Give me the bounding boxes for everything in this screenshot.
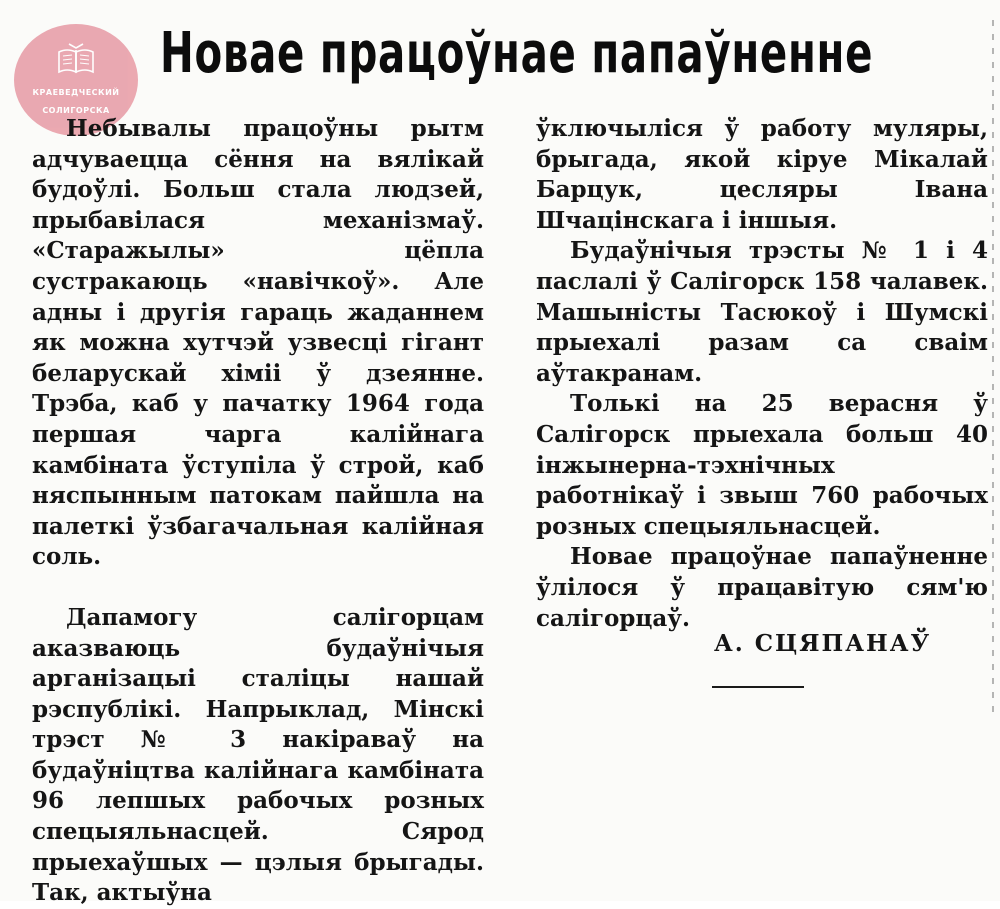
end-rule-divider (712, 686, 804, 688)
article-left-column (32, 114, 484, 909)
article-paragraph: Будаўнічыя трэсты № 1 і 4 паслалі ў Салігорск 158 чалавек. Машыністы Тасюкоў і Шумскі прыехалі разам са сваім аўтакранам. (536, 237, 988, 387)
logo-text-top: КРАЕВЕДЧЕСКИЙ (32, 88, 120, 97)
article-paragraph: Новае працоўнае папаўненне ўлілося ў працавітую сям'ю салігорцаў. (536, 543, 988, 632)
article-paragraph: ўключыліся ў работу муляры, брыгада, якой кіруе Мікалай Барцук, цесляры Івана Шчацінскага і іншыя. (536, 115, 988, 234)
article-headline: Новае працоўнае папаўненне (160, 21, 874, 86)
open-book-icon (57, 42, 95, 76)
article-paragraph: Дапамогу салігорцам аказваюць будаўнічыя арганізацыі сталіцы нашай рэспублікі. Напрыклад, Мінскі трэст № 3 накіраваў на будаўніцтва калійнага камбіната 96 лепшых рабочых розных спецыяльнасцей. Сярод прыехаўшых — цэлыя брыгады. Так, актыўна (32, 603, 484, 907)
article-paragraph: Толькі на 25 верасня ў Салігорск прыехала больш 40 інжынерна-тэхнічных работнікаў і звыш 760 рабочых розных спецыяльнасцей. (536, 390, 988, 540)
article-right-column (536, 114, 988, 634)
article-paragraph: Небывалы працоўны рытм адчуваецца сёння на вялікай будоўлі. Больш стала людзей, прыбавілася механізмаў. «Старажылы» цёпла сустракаюць «навічкоў». Але адны і другія гараць жаданнем як можна хутчэй узвесці гігант беларускай хіміі ў дзеянне. Трэба, каб у пачатку 1964 года першая чарга калійнага камбіната ўступіла ў строй, каб няспынным патокам пайшла на палеткі ўзбагачальная калійная соль. (32, 115, 484, 571)
clipping-edge-divider (992, 20, 994, 720)
logo-text-bottom: СОЛИГОРСКА (42, 106, 110, 115)
author-signature: А. СЦЯПАНАЎ (714, 630, 932, 657)
